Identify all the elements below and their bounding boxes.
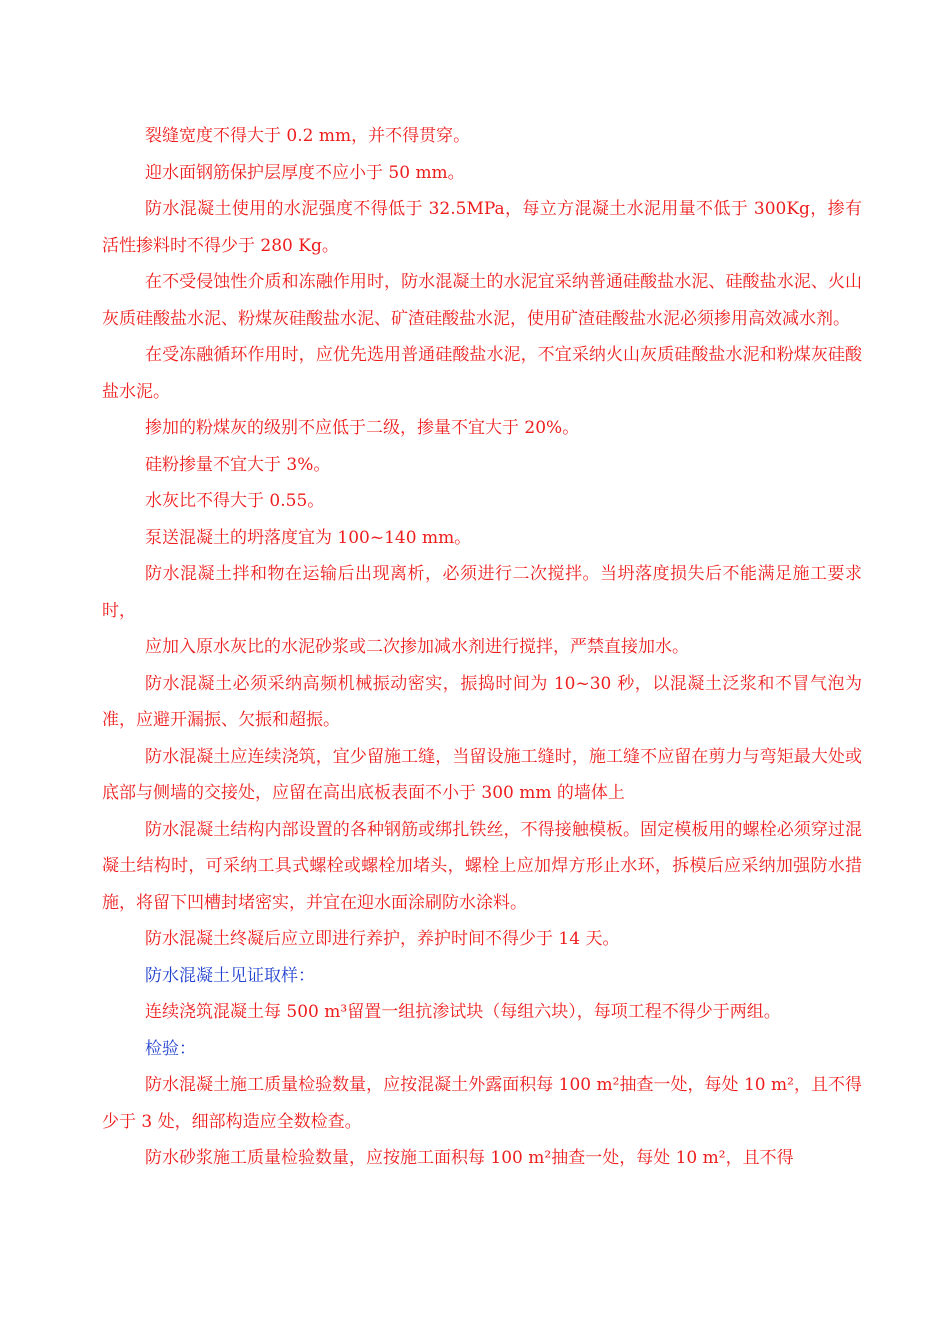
paragraph-construction-joint: 防水混凝土应连续浇筑，宜少留施工缝，当留设施工缝时，施工缝不应留在剪力与弯矩最大处或底部与侧墙的交接处，应留在高出底板表面不小于 300 mm 的墙体上: [102, 746, 862, 803]
paragraph-cover-thickness: 迎水面钢筋保护层厚度不应小于 50 mm。: [145, 162, 465, 183]
paragraph-mortar-inspection: 防水砂浆施工质量检验数量，应按施工面积每 100 m²抽查一处，每处 10 m²，且不得: [145, 1148, 794, 1168]
paragraph-no-water: 应加入原水灰比的水泥砂浆或二次掺加减水剂进行搅拌，严禁直接加水。: [145, 637, 689, 657]
paragraph-cement-strength: 防水混凝土使用的水泥强度不得低于 32.5MPa，每立方混凝土水泥用量不低于 300Kg，掺有活性掺料时不得少于 280 Kg。: [102, 199, 862, 256]
paragraph-slump: 泵送混凝土的坍落度宜为 100~140 mm。: [145, 527, 472, 548]
paragraph-formwork-bolts: 防水混凝土结构内部设置的各种钢筋或绑扎铁丝，不得接触模板。固定模板用的螺栓必须穿过混凝土结构时，可采纳工具式螺栓或螺栓加堵头，螺栓上应加焊方形止水环，拆模后应采纳加强防水措施，将留下凹槽封堵密实，并宜在迎水面涂刷防水涂料。: [102, 819, 862, 913]
heading-inspection: 检验：: [145, 1038, 196, 1059]
document-page: [102, 118, 862, 1177]
paragraph-fly-ash: 掺加的粉煤灰的级别不应低于二级，掺量不宜大于 20%。: [145, 418, 580, 438]
paragraph-vibration: 防水混凝土必须采纳高频机械振动密实，振捣时间为 10~30 秒，以混凝土泛浆和不冒气泡为准，应避开漏振、欠振和超振。: [102, 673, 862, 730]
heading-witness-sampling: 防水混凝土见证取样：: [145, 965, 315, 986]
paragraph-cement-type: 在不受侵蚀性介质和冻融作用时，防水混凝土的水泥宜采纳普通硅酸盐水泥、硅酸盐水泥、火山灰质硅酸盐水泥、粉煤灰硅酸盐水泥、矿渣硅酸盐水泥，使用矿渣硅酸盐水泥必须掺用高效减水剂。: [102, 272, 862, 329]
paragraph-curing: 防水混凝土终凝后应立即进行养护，养护时间不得少于 14 天。: [145, 929, 620, 949]
paragraph-freeze-thaw: 在受冻融循环作用时，应优先选用普通硅酸盐水泥，不宜采纳火山灰质硅酸盐水泥和粉煤灰硅酸盐水泥。: [102, 345, 862, 402]
paragraph-segregation: 防水混凝土拌和物在运输后出现离析，必须进行二次搅拌。当坍落度损失后不能满足施工要求时，: [102, 564, 862, 621]
paragraph-water-cement-ratio: 水灰比不得大于 0.55。: [145, 491, 325, 511]
paragraph-crack-width: 裂缝宽度不得大于 0.2 mm，并不得贯穿。: [145, 126, 471, 146]
paragraph-silica-fume: 硅粉掺量不宜大于 3%。: [145, 454, 331, 475]
paragraph-concrete-inspection: 防水混凝土施工质量检验数量，应按混凝土外露面积每 100 m²抽查一处，每处 10 m²，且不得少于 3 处，细部构造应全数检查。: [102, 1075, 862, 1132]
paragraph-sampling-rule: 连续浇筑混凝土每 500 m³留置一组抗渗试块（每组六块），每项工程不得少于两组。: [145, 1002, 781, 1022]
